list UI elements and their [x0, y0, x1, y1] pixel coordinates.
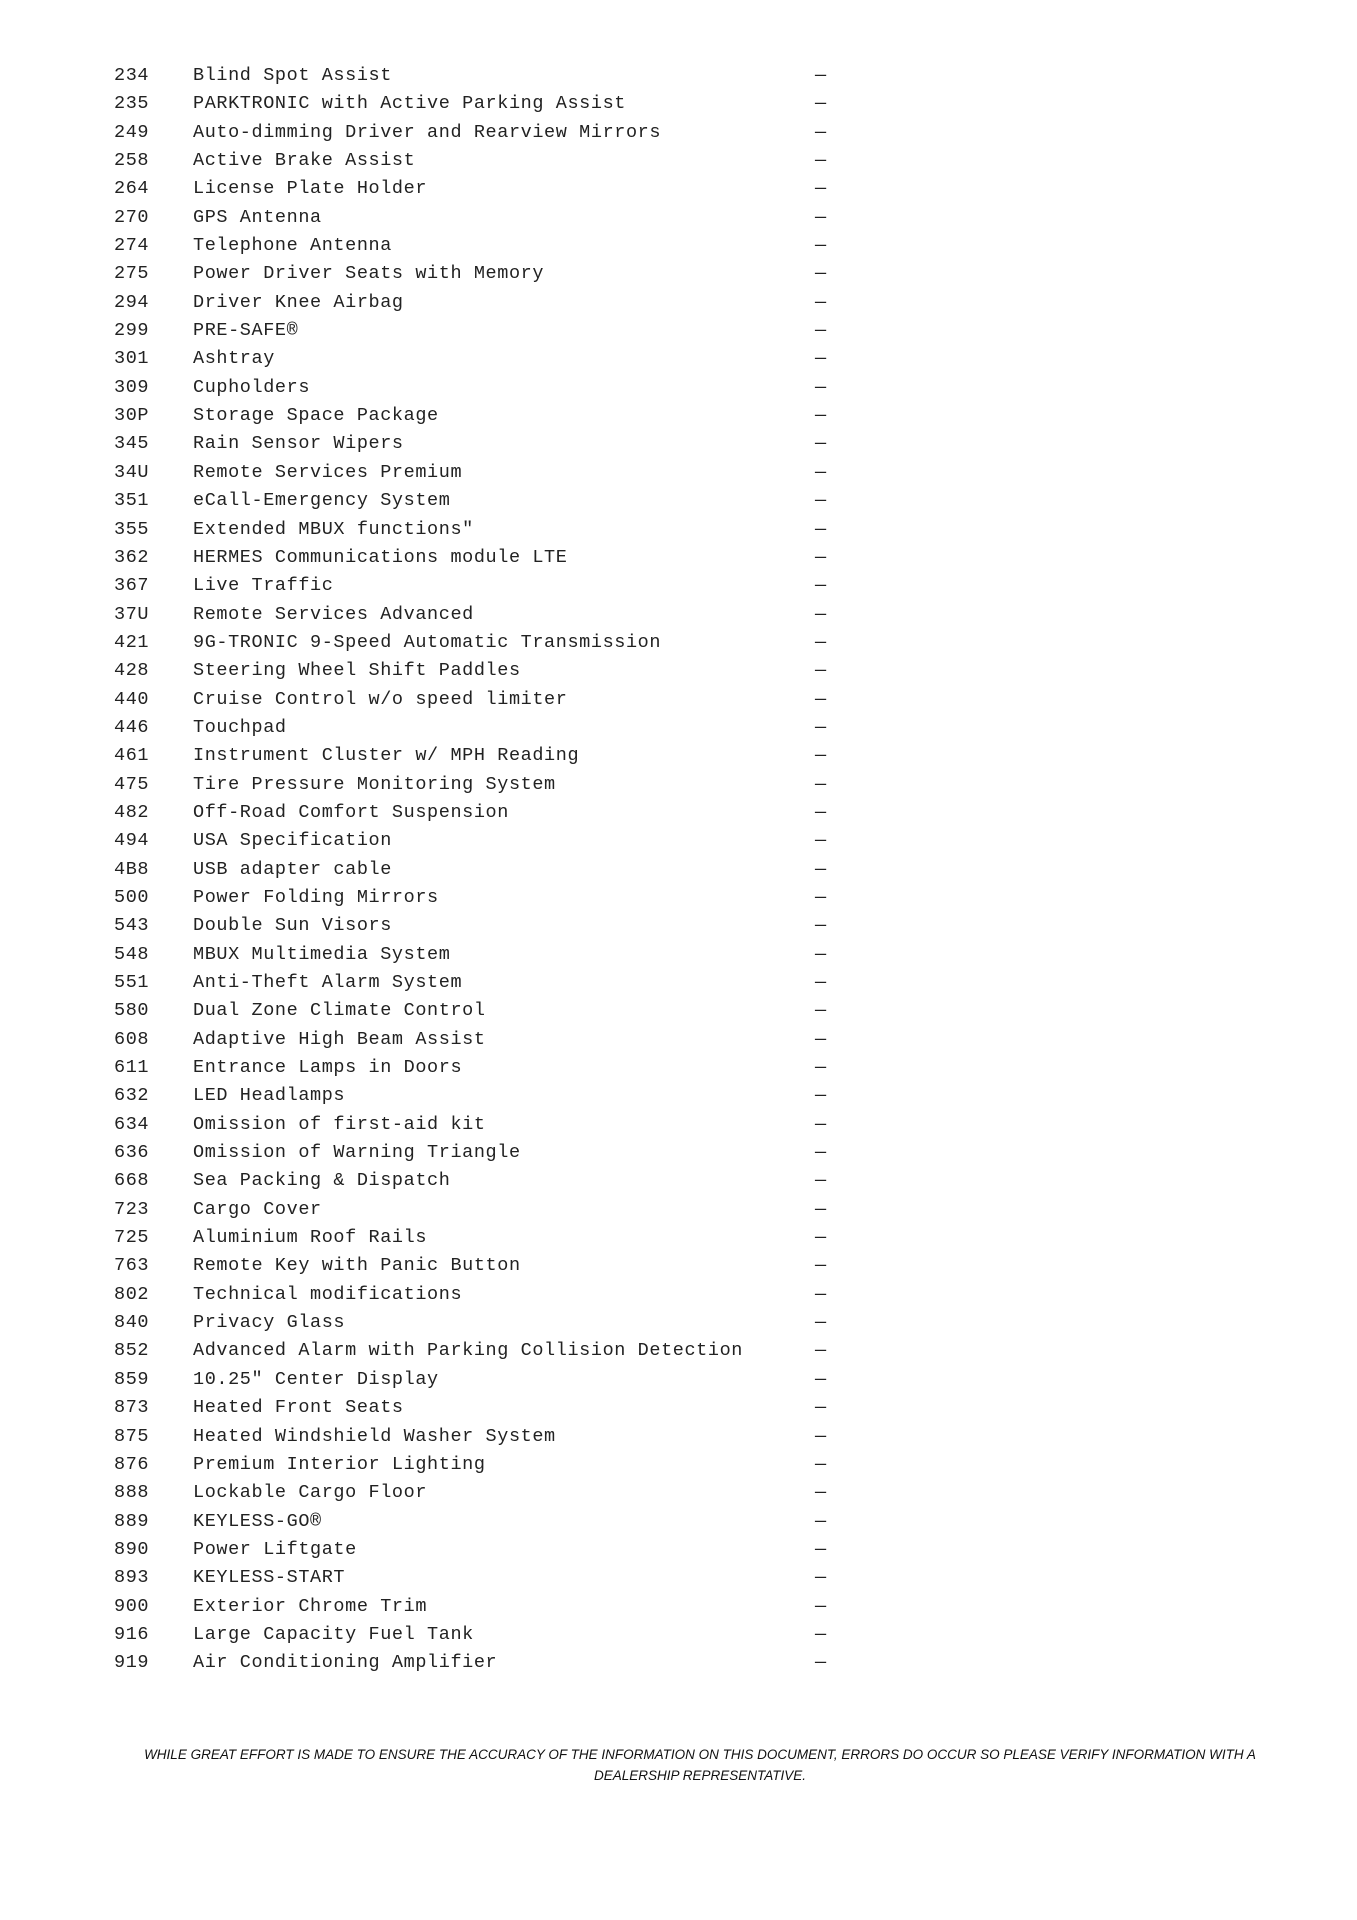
option-price: — [815, 716, 827, 738]
option-code: 840 [114, 1312, 150, 1334]
option-description: eCall-Emergency System [193, 490, 451, 512]
option-row [114, 1111, 834, 1139]
option-code: 235 [114, 93, 150, 115]
option-description: Advanced Alarm with Parking Collision Detection [193, 1340, 743, 1362]
option-row [114, 1536, 834, 1564]
option-code: 275 [114, 263, 150, 285]
option-price: — [815, 631, 827, 653]
option-price: — [815, 1595, 827, 1617]
option-price: — [815, 1085, 827, 1107]
option-price: — [815, 1340, 827, 1362]
option-description: Auto-dimming Driver and Rearview Mirrors [193, 121, 662, 143]
option-row [114, 941, 834, 969]
options-list [114, 62, 834, 1678]
option-description: Sea Packing & Dispatch [193, 1170, 451, 1192]
option-code: 916 [114, 1623, 150, 1645]
option-price: — [815, 206, 827, 228]
option-code: 446 [114, 716, 150, 738]
option-row [114, 799, 834, 827]
option-code: 890 [114, 1538, 150, 1560]
option-price: — [815, 1255, 827, 1277]
option-code: 362 [114, 546, 150, 568]
option-description: Driver Knee Airbag [193, 291, 404, 313]
option-description: Power Liftgate [193, 1538, 357, 1560]
option-row [114, 1082, 834, 1110]
option-price: — [815, 93, 827, 115]
option-price: — [815, 1567, 827, 1589]
option-code: 873 [114, 1397, 150, 1419]
option-price: — [815, 65, 827, 86]
option-code: 876 [114, 1453, 150, 1475]
option-row [114, 1621, 834, 1649]
option-code: 852 [114, 1340, 150, 1362]
option-description: Active Brake Assist [193, 150, 416, 172]
option-row [114, 1026, 834, 1054]
option-row [114, 317, 834, 345]
footer-disclaimer: WHILE GREAT EFFORT IS MADE TO ENSURE THE ACCURACY OF THE INFORMATION ON THIS DOCUMENT, ERRORS DO OCCUR SO PLEASE VERIFY INFORMATION WITH A DEALERSHIP REPRESENTATIVE. [144, 1747, 1256, 1783]
option-code: 270 [114, 206, 150, 228]
option-description: Telephone Antenna [193, 235, 392, 257]
option-code: 351 [114, 490, 150, 512]
option-description: Lockable Cargo Floor [193, 1482, 428, 1504]
option-code: 893 [114, 1567, 150, 1589]
option-code: 608 [114, 1028, 150, 1050]
option-row [114, 204, 834, 232]
option-row [114, 1196, 834, 1224]
option-row [114, 1224, 834, 1252]
option-row [114, 1054, 834, 1082]
option-code: 859 [114, 1368, 150, 1390]
option-description: Touchpad [193, 716, 287, 738]
option-description: Blind Spot Assist [193, 65, 392, 86]
option-price: — [815, 1142, 827, 1164]
option-description: USB adapter cable [193, 858, 392, 880]
option-row [114, 912, 834, 940]
option-description: Technical modifications [193, 1283, 463, 1305]
option-row [114, 1593, 834, 1621]
option-description: Heated Front Seats [193, 1397, 404, 1419]
option-code: 543 [114, 915, 150, 937]
option-price: — [815, 291, 827, 313]
option-code: 475 [114, 773, 150, 795]
option-code: 500 [114, 886, 150, 908]
option-row [114, 147, 834, 175]
option-code: 30P [114, 405, 150, 427]
option-description: Storage Space Package [193, 405, 439, 427]
option-row [114, 1337, 834, 1365]
option-price: — [815, 150, 827, 172]
option-code: 274 [114, 235, 150, 257]
option-row [114, 572, 834, 600]
option-price: — [815, 1538, 827, 1560]
option-code: 34U [114, 461, 150, 483]
option-code: 421 [114, 631, 150, 653]
option-row [114, 629, 834, 657]
option-code: 900 [114, 1595, 150, 1617]
option-description: Cruise Control w/o speed limiter [193, 688, 568, 710]
option-price: — [815, 1623, 827, 1645]
option-row [114, 1281, 834, 1309]
option-description: Exterior Chrome Trim [193, 1595, 428, 1617]
option-price: — [815, 376, 827, 398]
option-code: 482 [114, 801, 150, 823]
option-price: — [815, 348, 827, 370]
option-description: Tire Pressure Monitoring System [193, 773, 556, 795]
option-price: — [815, 1198, 827, 1220]
option-price: — [815, 178, 827, 200]
option-description: Privacy Glass [193, 1312, 346, 1334]
option-description: Cargo Cover [193, 1198, 322, 1220]
option-code: 551 [114, 972, 150, 993]
option-description: Entrance Lamps in Doors [193, 1057, 463, 1079]
option-description: HERMES Communications module LTE [193, 546, 568, 568]
option-description: Live Traffic [193, 575, 334, 597]
option-row [114, 1167, 834, 1195]
option-code: 875 [114, 1425, 150, 1447]
option-price: — [815, 518, 827, 540]
option-price: — [815, 433, 827, 455]
option-row [114, 1139, 834, 1167]
option-code: 889 [114, 1510, 150, 1532]
option-description: Omission of Warning Triangle [193, 1142, 521, 1164]
option-code: 461 [114, 745, 150, 767]
option-row [114, 289, 834, 317]
option-price: — [815, 1397, 827, 1419]
option-description: KEYLESS-GO® [193, 1510, 322, 1532]
option-price: — [815, 886, 827, 908]
option-price: — [815, 1425, 827, 1447]
option-description: Dual Zone Climate Control [193, 1000, 486, 1022]
option-code: 634 [114, 1113, 150, 1135]
option-price: — [815, 546, 827, 568]
option-price: — [815, 121, 827, 143]
option-row [114, 430, 834, 458]
option-price: — [815, 1283, 827, 1305]
option-description: Extended MBUX functions" [193, 518, 474, 540]
option-description: USA Specification [193, 830, 392, 852]
option-price: — [815, 1482, 827, 1504]
option-code: 428 [114, 660, 150, 682]
option-code: 301 [114, 348, 150, 370]
option-row [114, 1508, 834, 1536]
option-row [114, 686, 834, 714]
option-price: — [815, 1312, 827, 1334]
option-price: — [815, 773, 827, 795]
option-code: 668 [114, 1170, 150, 1192]
option-price: — [815, 1113, 827, 1135]
option-code: 234 [114, 65, 150, 86]
option-code: 249 [114, 121, 150, 143]
option-row [114, 90, 834, 118]
option-code: 763 [114, 1255, 150, 1277]
option-price: — [815, 320, 827, 342]
option-price: — [815, 263, 827, 285]
option-row [114, 119, 834, 147]
option-description: Steering Wheel Shift Paddles [193, 660, 521, 682]
option-description: PRE-SAFE® [193, 320, 299, 342]
option-description: Remote Key with Panic Button [193, 1255, 521, 1277]
option-price: — [815, 688, 827, 710]
option-row [114, 1309, 834, 1337]
option-price: — [815, 745, 827, 767]
option-code: 888 [114, 1482, 150, 1504]
option-row [114, 516, 834, 544]
option-code: 636 [114, 1142, 150, 1164]
option-price: — [815, 830, 827, 852]
option-code: 725 [114, 1227, 150, 1249]
option-price: — [815, 461, 827, 483]
option-description: PARKTRONIC with Active Parking Assist [193, 93, 626, 115]
option-description: Large Capacity Fuel Tank [193, 1623, 474, 1645]
option-price: — [815, 235, 827, 257]
option-description: Ashtray [193, 348, 275, 370]
option-code: 309 [114, 376, 150, 398]
option-row [114, 601, 834, 629]
option-description: Premium Interior Lighting [193, 1453, 486, 1475]
option-price: — [815, 1057, 827, 1079]
option-description: Power Folding Mirrors [193, 886, 439, 908]
option-code: 494 [114, 830, 150, 852]
option-code: 580 [114, 1000, 150, 1022]
option-code: 802 [114, 1283, 150, 1305]
option-description: Aluminium Roof Rails [193, 1227, 428, 1249]
option-description: Remote Services Premium [193, 461, 463, 483]
option-row [114, 771, 834, 799]
option-row [114, 62, 834, 90]
option-row [114, 1451, 834, 1479]
option-price: — [815, 1652, 827, 1674]
option-description: Anti-Theft Alarm System [193, 972, 463, 993]
option-code: 4B8 [114, 858, 150, 880]
option-description: Heated Windshield Washer System [193, 1425, 556, 1447]
option-price: — [815, 1028, 827, 1050]
option-description: Instrument Cluster w/ MPH Reading [193, 745, 580, 767]
option-row [114, 374, 834, 402]
option-description: MBUX Multimedia System [193, 943, 451, 965]
option-row [114, 402, 834, 430]
option-code: 294 [114, 291, 150, 313]
option-row [114, 742, 834, 770]
option-row [114, 544, 834, 572]
option-description: Power Driver Seats with Memory [193, 263, 545, 285]
option-price: — [815, 1170, 827, 1192]
option-description: Off-Road Comfort Suspension [193, 801, 509, 823]
option-description: LED Headlamps [193, 1085, 346, 1107]
option-code: 355 [114, 518, 150, 540]
option-price: — [815, 858, 827, 880]
option-description: Cupholders [193, 376, 311, 398]
option-row [114, 232, 834, 260]
option-row [114, 1649, 834, 1677]
option-row [114, 827, 834, 855]
option-description: 10.25" Center Display [193, 1368, 439, 1390]
option-price: — [815, 915, 827, 937]
option-row [114, 1423, 834, 1451]
option-price: — [815, 801, 827, 823]
option-price: — [815, 1227, 827, 1249]
option-row [114, 1564, 834, 1592]
option-row [114, 487, 834, 515]
option-description: KEYLESS-START [193, 1567, 346, 1589]
option-code: 37U [114, 603, 150, 625]
option-code: 632 [114, 1085, 150, 1107]
option-code: 919 [114, 1652, 150, 1674]
option-code: 611 [114, 1057, 150, 1079]
option-price: — [815, 490, 827, 512]
option-code: 264 [114, 178, 150, 200]
option-code: 299 [114, 320, 150, 342]
option-code: 548 [114, 943, 150, 965]
option-description: Adaptive High Beam Assist [193, 1028, 486, 1050]
option-row [114, 969, 834, 997]
option-row [114, 1366, 834, 1394]
option-description: 9G-TRONIC 9-Speed Automatic Transmission [193, 631, 662, 653]
option-row [114, 714, 834, 742]
option-description: Remote Services Advanced [193, 603, 474, 625]
option-row [114, 1479, 834, 1507]
option-code: 345 [114, 433, 150, 455]
option-code: 258 [114, 150, 150, 172]
option-row [114, 175, 834, 203]
option-description: Air Conditioning Amplifier [193, 1652, 498, 1674]
option-code: 367 [114, 575, 150, 597]
option-price: — [815, 1453, 827, 1475]
option-description: Rain Sensor Wipers [193, 433, 404, 455]
option-price: — [815, 660, 827, 682]
option-row [114, 345, 834, 373]
option-row [114, 1394, 834, 1422]
option-row [114, 1252, 834, 1280]
option-price: — [815, 575, 827, 597]
option-code: 723 [114, 1198, 150, 1220]
option-description: GPS Antenna [193, 206, 322, 228]
option-code: 440 [114, 688, 150, 710]
option-row [114, 657, 834, 685]
option-price: — [815, 405, 827, 427]
option-description: Double Sun Visors [193, 915, 392, 937]
option-row [114, 260, 834, 288]
option-price: — [815, 1510, 827, 1532]
option-row [114, 856, 834, 884]
option-row [114, 997, 834, 1025]
option-description: License Plate Holder [193, 178, 428, 200]
option-price: — [815, 603, 827, 625]
option-price: — [815, 1368, 827, 1390]
option-price: — [815, 972, 827, 993]
option-row [114, 884, 834, 912]
option-row [114, 459, 834, 487]
option-price: — [815, 943, 827, 965]
option-price: — [815, 1000, 827, 1022]
option-description: Omission of first-aid kit [193, 1113, 486, 1135]
